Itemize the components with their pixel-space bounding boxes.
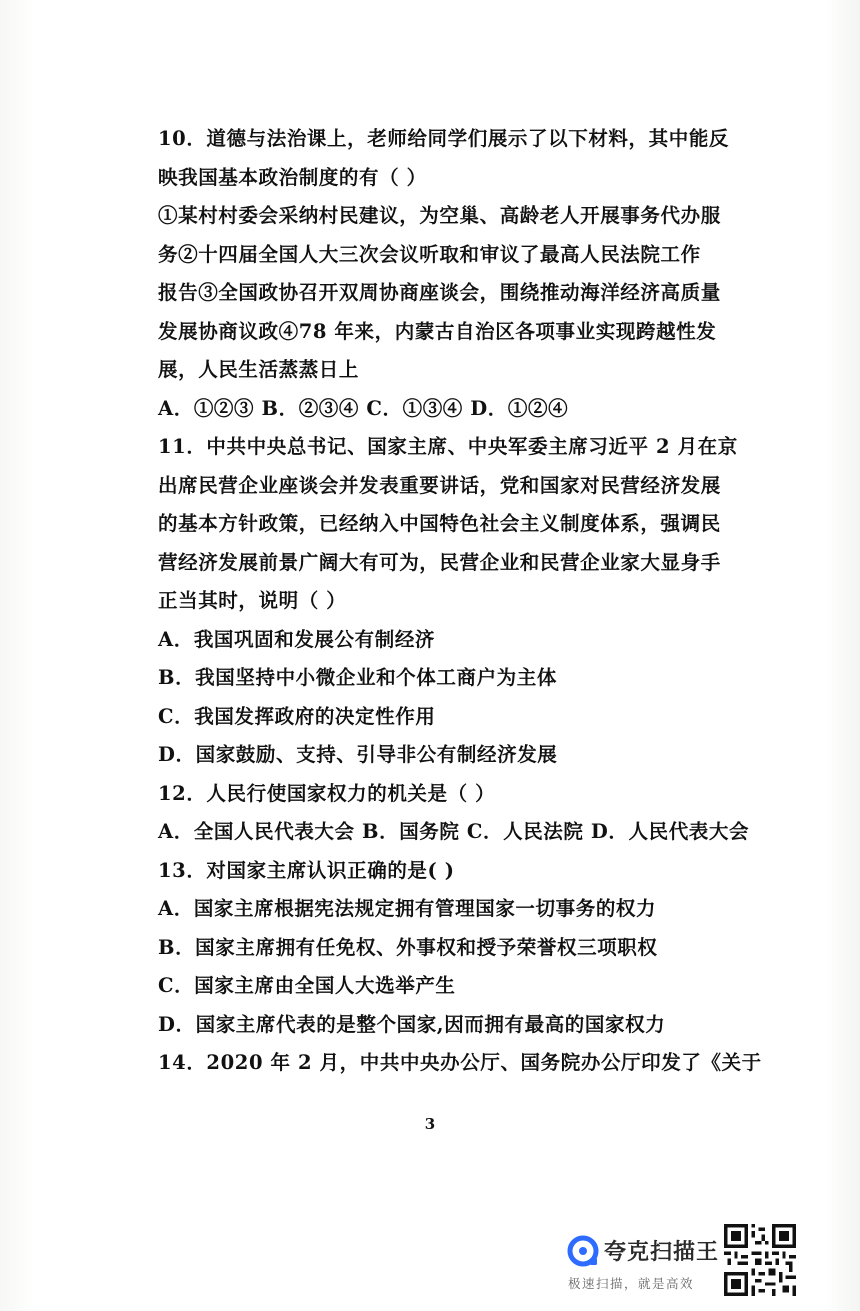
text-line: 13．对国家主席认识正确的是( ): [158, 858, 455, 882]
text-line: 11．中共中央总书记、国家主席、中央军委主席习近平 2 月在京: [158, 435, 738, 458]
answer-options: A．①②③ B．②③④ C．①③④ D．①②④: [158, 396, 569, 420]
page-number: 3: [424, 1115, 436, 1133]
answer-option: C．我国发挥政府的决定性作用: [158, 704, 436, 728]
text-line: ①某村村委会采纳村民建议，为空巢、高龄老人开展事务代办服: [158, 204, 721, 227]
text-line: 出席民营企业座谈会并发表重要讲话，党和国家对民营经济发展: [158, 473, 721, 497]
text-line: 发展协商议政④78 年来，内蒙古自治区各项事业实现跨越性发: [158, 319, 717, 343]
qr-code-icon: [724, 1224, 796, 1296]
text-line: 营经济发展前景广阔大有可为，民营企业和民营企业家大显身手: [158, 550, 721, 574]
answer-option: B．国家主席拥有任免权、外事权和授予荣誉权三项职权: [158, 935, 658, 959]
answer-option: A．我国巩固和发展公有制经济: [158, 627, 436, 651]
text-line: 展，人民生活蒸蒸日上: [158, 358, 360, 381]
text-line: 12．人民行使国家权力的机关是（ ）: [158, 781, 496, 805]
quark-logo-icon: [566, 1234, 600, 1268]
scanner-watermark: [566, 1228, 726, 1298]
question-text-block: [158, 120, 762, 1083]
answer-option: A．国家主席根据宪法规定拥有管理国家一切事务的权力: [158, 897, 657, 920]
text-line: 映我国基本政治制度的有（ ）: [158, 165, 427, 189]
text-line: 务②十四届全国人大三次会议听取和审议了最高人民法院工作: [158, 242, 701, 266]
answer-option: D．国家主席代表的是整个国家,因而拥有最高的国家权力: [158, 1012, 666, 1036]
answer-option: D．国家鼓励、支持、引导非公有制经济发展: [158, 743, 558, 766]
text-line: 的基本方针政策，已经纳入中国特色社会主义制度体系，强调民: [158, 512, 721, 535]
answer-option: B．我国坚持中小微企业和个体工商户为主体: [158, 666, 557, 689]
answer-options: A．全国人民代表大会 B．国务院 C．人民法院 D．人民代表大会: [158, 820, 750, 843]
text-line: 报告③全国政协召开双周协商座谈会，围绕推动海洋经济高质量: [158, 281, 721, 304]
text-line: 正当其时，说明（ ）: [158, 589, 347, 612]
brand-slogan: 极速扫描，就是高效: [568, 1276, 695, 1291]
text-line: 10．道德与法治课上，老师给同学们展示了以下材料，其中能反: [158, 127, 730, 150]
text-line: 14．2020 年 2 月，中共中央办公厅、国务院办公厅印发了《关于: [158, 1051, 762, 1074]
brand-name: 夸克扫描王: [604, 1240, 720, 1265]
answer-option: C．国家主席由全国人大选举产生: [158, 974, 456, 997]
